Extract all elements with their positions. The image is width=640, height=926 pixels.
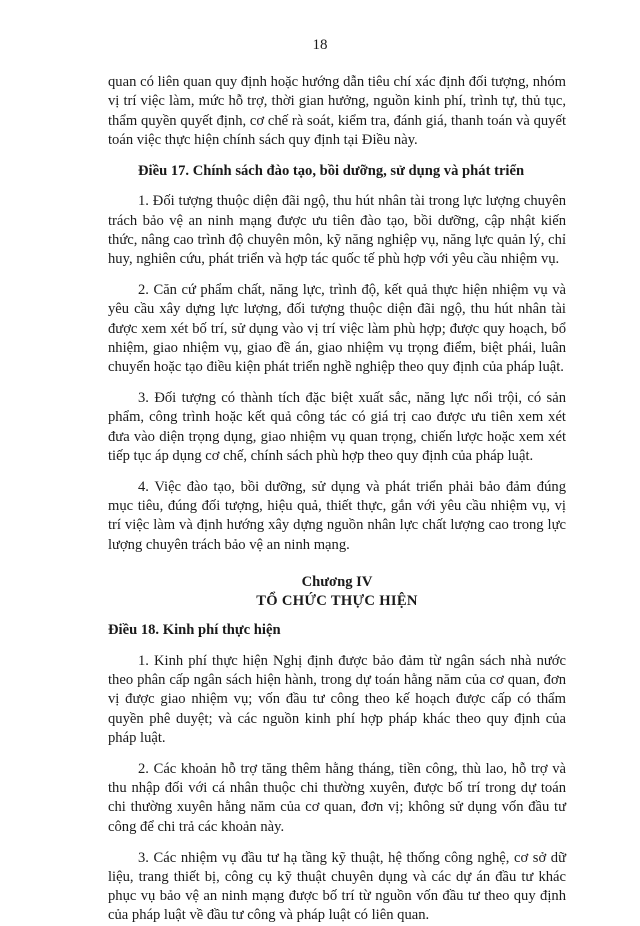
article-17-clause-3: 3. Đối tượng có thành tích đặc biệt xuất sắc, năng lực nổi trội, có sản phẩm, công trình hoặc kết quả công tác có giá trị cao được ưu tiên xem xét đưa vào diện trọng dụng, giao nhiệm vụ quan trọng, chiến lược hoặc xem xét tiếp tục áp dụng cơ chế, chính sách phù hợp theo quy định của pháp luật. (108, 390, 566, 465)
chapter-heading (108, 573, 566, 611)
page-number: 18 (312, 37, 328, 53)
article-18-clause-2: 2. Các khoản hỗ trợ tăng thêm hằng tháng, tiền công, thù lao, hỗ trợ và thu nhập đối với cá nhân thuộc chi thường xuyên, được bố trí trong dự toán chi thường xuyên hằng năm của cơ quan, đơn vị; không sử dụng vốn đầu tư công để chi trả các khoản này. (108, 760, 566, 835)
article-18-heading: Điều 18. Kinh phí thực hiện (108, 622, 281, 639)
document-body (108, 73, 566, 926)
chapter-label: Chương IV (301, 574, 373, 591)
article-17-clause-4: 4. Việc đào tạo, bồi dưỡng, sử dụng và phát triển phải bảo đảm đúng mục tiêu, đúng đối tượng, hiệu quả, thiết thực, gắn với yêu cầu nhiệm vụ, vị trí việc làm và định hướng xây dựng nguồn nhân lực chất lượng cao trong lực lượng chuyên trách bảo vệ an ninh mạng. (108, 478, 566, 553)
article-18-clause-3: 3. Các nhiệm vụ đầu tư hạ tầng kỹ thuật, hệ thống công nghệ, cơ sở dữ liệu, trang thiết bị, công cụ kỹ thuật chuyên dụng và các dự án đầu tư khác phục vụ bảo vệ an ninh mạng được bố trí từ nguồn vốn đầu tư theo quy định của pháp luật về đầu tư công và pháp luật có liên quan. (108, 849, 566, 924)
article-17-heading: Điều 17. Chính sách đào tạo, bồi dưỡng, sử dụng và phát triển (138, 162, 525, 179)
chapter-title: TỔ CHỨC THỰC HIỆN (256, 593, 418, 610)
article-17-clause-2: 2. Căn cứ phẩm chất, năng lực, trình độ, kết quả thực hiện nhiệm vụ và yêu cầu xây dựng lực lượng, đối tượng thuộc diện đãi ngộ, thu hút nhân tài được xem xét bố trí, sử dụng vào vị trí việc làm phù hợp; được quy hoạch, bổ nhiệm, giao nhiệm vụ, giao đề án, giao nhiệm vụ trọng điểm, biệt phái, luân chuyển hoặc tạo điều kiện phát triển nghề nghiệp theo quy định của pháp luật. (108, 282, 566, 376)
article-17-clause-1: 1. Đối tượng thuộc diện đãi ngộ, thu hút nhân tài trong lực lượng chuyên trách bảo vệ an ninh mạng được ưu tiên đào tạo, bồi dưỡng, cập nhật kiến thức, nâng cao trình độ chuyên môn, kỹ năng nghiệp vụ, năng lực quản lý, chỉ huy, nghiên cứu, phát triển và hợp tác quốc tế phù hợp với yêu cầu nhiệm vụ. (108, 193, 566, 268)
article-18-clause-1: 1. Kinh phí thực hiện Nghị định được bảo đảm từ ngân sách nhà nước theo phân cấp ngân sách hiện hành, trong dự toán hằng năm của cơ quan, đơn vị được giao nhiệm vụ; vốn đầu tư công theo kế hoạch được cấp có thẩm quyền phê duyệt; và các nguồn kinh phí hợp pháp khác theo quy định của pháp luật. (108, 652, 566, 747)
intro-paragraph: quan có liên quan quy định hoặc hướng dẫn tiêu chí xác định đối tượng, nhóm vị trí việc làm, mức hỗ trợ, thời gian hưởng, nguồn kinh phí, trình tự, thủ tục, thẩm quyền quyết định, cơ chế rà soát, kiểm tra, đánh giá, thanh toán và quyết toán việc thực hiện chính sách quy định tại Điều này. (108, 74, 566, 148)
